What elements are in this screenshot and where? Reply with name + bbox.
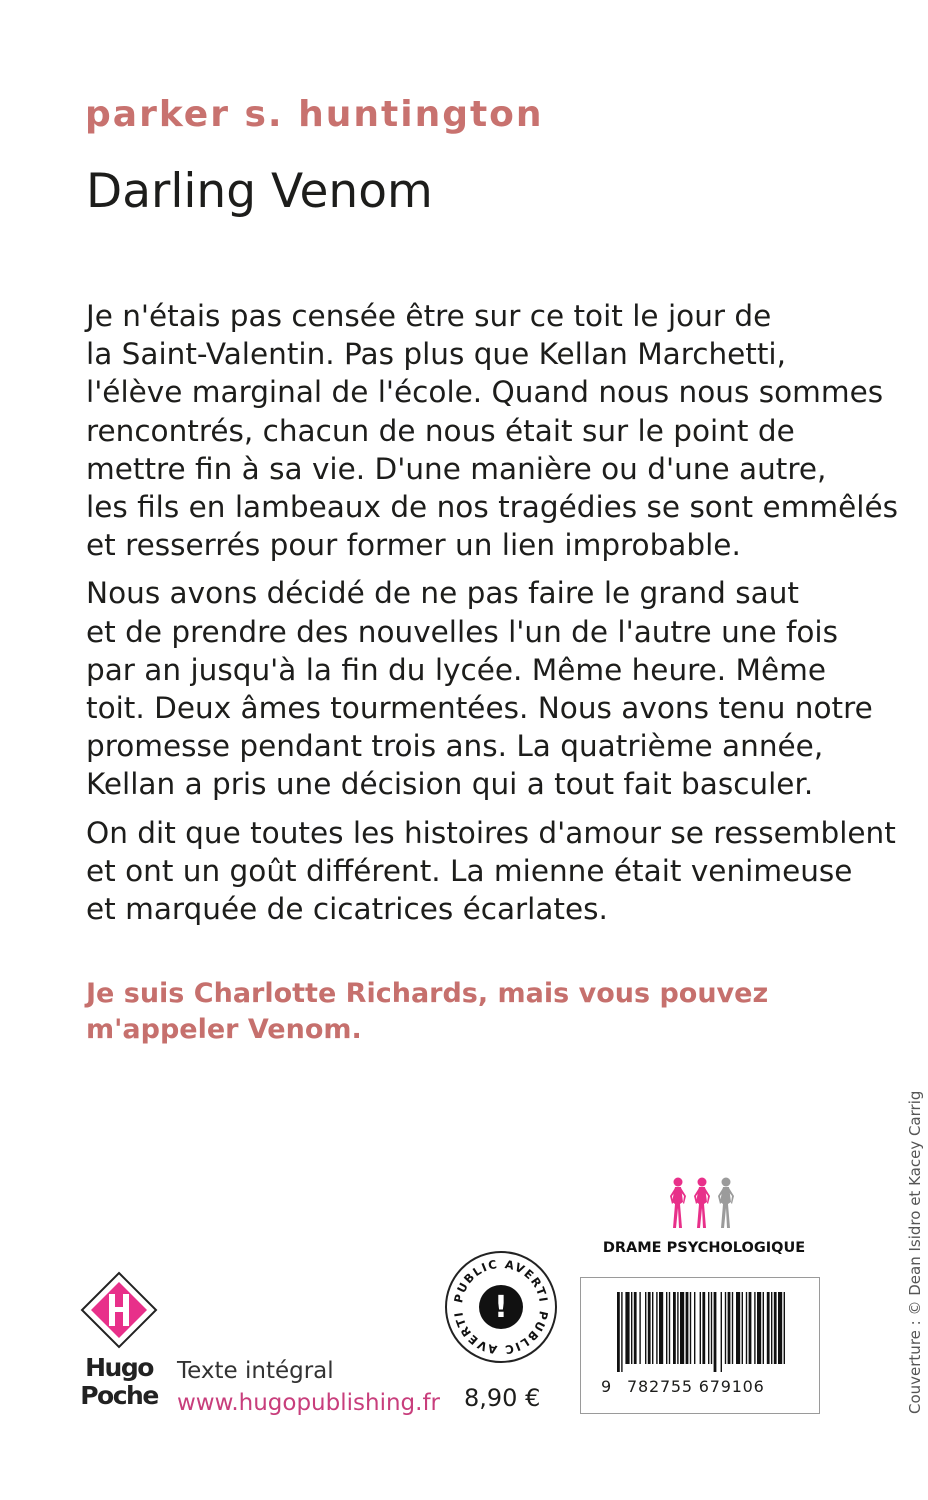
barcode-bar [774,1292,777,1364]
blurb-line: la Saint-Valentin. Pas plus que Kellan Marchetti, [86,337,787,372]
barcode-bar [669,1292,670,1364]
genre-figure-icon [670,1178,686,1229]
barcode-bar [771,1292,772,1364]
book-title: Darling Venom [86,164,433,219]
genre-figures [664,1176,744,1230]
blurb-line: l'élève marginal de l'école. Quand nous nous sommes [86,375,884,410]
publisher-info [177,1358,440,1416]
genre-figure-icon [718,1178,734,1229]
price: 8,90 € [464,1384,541,1412]
barcode-bar [763,1292,764,1364]
barcode-bar [778,1292,782,1364]
barcode-bar [732,1292,733,1364]
warning-text-bottom: PUBLIC AVERTI [451,1309,551,1358]
cover-credit: Couverture : © Dean Isidro et Kacey Carrig [906,1090,924,1414]
blurb-line: toit. Deux âmes tourmentées. Nous avons tenu notre [86,691,873,726]
genre-label: DRAME PSYCHOLOGIQUE [602,1240,806,1256]
hugo-logo-icon [78,1270,160,1350]
publisher-logo [78,1270,160,1410]
brand-line-1: Hugo [85,1353,153,1382]
barcode-bars [617,1292,785,1372]
public-warning-badge [444,1250,558,1364]
barcode-bar [757,1292,761,1364]
barcode-bar [648,1292,651,1364]
isbn-barcode [580,1277,820,1414]
barcode-bar [784,1292,785,1364]
blurb-line: Kellan a pris une décision qui a tout fait basculer. [86,767,814,802]
barcode-bar [700,1292,701,1364]
barcode-bar [728,1292,731,1364]
blurb-line: On dit que toutes les histoires d'amour se ressemblent [86,815,896,850]
barcode-bar [708,1292,709,1364]
barcode-bar [767,1292,770,1364]
barcode-bar [702,1292,705,1364]
blurb-paragraph-3 [86,814,896,929]
barcode-bar [694,1292,695,1364]
barcode-bar [754,1292,755,1364]
barcode-bar [736,1292,740,1364]
blurb-line: et marquée de cicatrices écarlates. [86,892,608,927]
blurb-paragraph-2 [86,574,873,803]
integral-text: Texte intégral [177,1358,334,1384]
isbn-digits: 782755 679106 [627,1377,765,1396]
warning-badge-icon [444,1250,558,1364]
barcode-bar [746,1292,747,1364]
tagline-line: m'appeler Venom. [86,1014,362,1045]
barcode-bar [714,1292,717,1372]
barcode-bar [686,1292,689,1364]
barcode-bar [631,1292,632,1364]
barcode-bar [680,1292,684,1364]
barcode-bar [742,1292,743,1364]
blurb-line: et resserrés pour former un lien improbable. [86,528,741,563]
tagline [86,976,768,1048]
blurb-text [86,297,898,938]
barcode-bar [639,1292,640,1364]
isbn-first-digit: 9 [601,1377,612,1396]
blurb-line: Nous avons décidé de ne pas faire le grand saut [86,576,799,611]
blurb-line: et de prendre des nouvelles l'un de l'autre une fois [86,614,838,649]
brand-line-2: Poche [80,1381,158,1410]
barcode-bar [749,1292,752,1364]
exclamation-icon: ! [494,1290,508,1325]
blurb-line: promesse pendant trois ans. La quatrième année, [86,729,824,764]
genre-rating [591,1176,817,1256]
blurb-line: et ont un goût différent. La mienne était venimeuse [86,853,853,888]
barcode-bar [673,1292,676,1364]
tagline-line: Je suis Charlotte Richards, mais vous pouvez [86,978,769,1009]
barcode-bar [621,1292,622,1372]
blurb-line: mettre fin à sa vie. D'une manière ou d'une autre, [86,451,827,486]
barcode-bar [666,1292,667,1364]
barcode-bar [634,1292,637,1364]
barcode-bar [690,1292,691,1364]
publisher-url[interactable]: www.hugopublishing.fr [177,1390,441,1416]
barcode-bar [625,1292,629,1364]
barcode-bar [659,1292,663,1364]
barcode-bar [656,1292,657,1364]
barcode-bar [711,1292,712,1364]
barcode-bar [617,1292,620,1372]
barcode-bar [725,1292,726,1364]
blurb-paragraph-1 [86,297,898,564]
author-name: parker s. huntington [85,94,544,135]
blurb-line: Je n'étais pas censée être sur ce toit le jour de [86,299,772,333]
blurb-line: rencontrés, chacun de nous était sur le point de [86,413,795,448]
barcode-bar [721,1292,722,1372]
barcode-bar [677,1292,678,1364]
blurb-line: les fils en lambeaux de nos tragédies se sont emmêlés [86,490,898,525]
barcode-bar [652,1292,653,1364]
blurb-line: par an jusqu'à la fin du lycée. Même heure. Même [86,652,827,687]
barcode-bar [645,1292,646,1364]
warning-text-top: PUBLIC AVERTI [451,1256,551,1305]
genre-figure-icon [694,1178,710,1229]
